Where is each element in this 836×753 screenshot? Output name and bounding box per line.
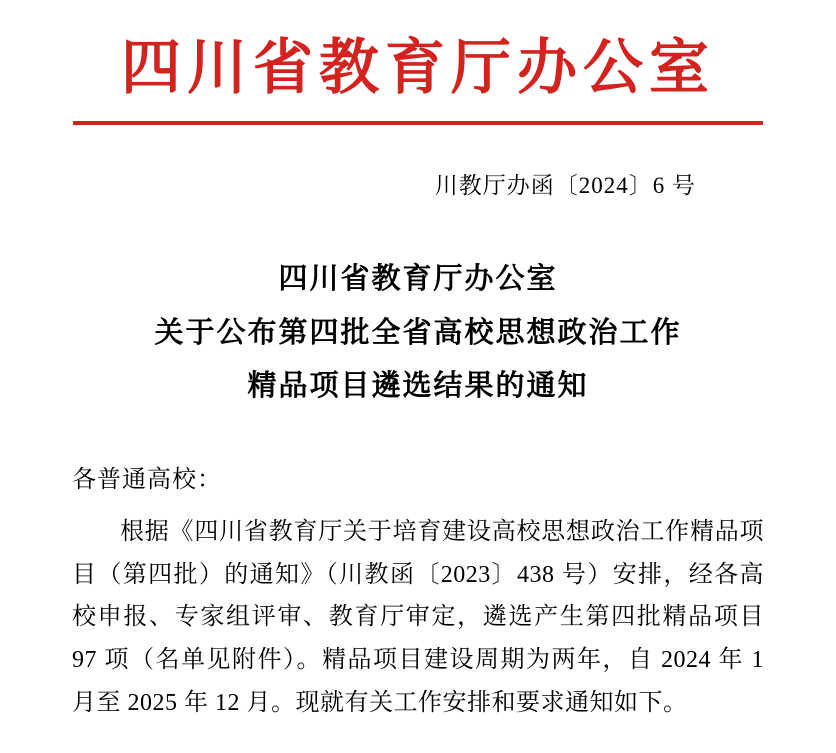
document-body — [72, 459, 764, 725]
salutation: 各普通高校： — [72, 466, 222, 493]
title-line-3: 精品项目遴选结果的通知 — [247, 368, 589, 403]
title-line-2: 关于公布第四批全省高校思想政治工作 — [154, 314, 682, 349]
document-number: 川教厅办函〔2024〕6 号 — [434, 173, 696, 198]
document-title — [72, 252, 764, 413]
issuing-authority-title: 四川省教育厅办公室 — [121, 33, 715, 103]
document-number-row — [72, 167, 764, 200]
title-line-1: 四川省教育厅办公室 — [278, 261, 558, 295]
masthead — [72, 0, 764, 125]
body-paragraph-1: 根据《四川省教育厅关于培育建设高校思想政治工作精品项目（第四批）的通知》（川教函〔2023〕438 号）安排，经各高校申报、专家组评审、教育厅审定，遴选产生第四批精品项目 97 项（名单见附件）。精品项目建设周期为两年，自 2024 年 1 月至 2025 年 12 月。现就有关工作安排和要求通知如下。 — [72, 518, 764, 716]
masthead-divider — [73, 121, 763, 125]
